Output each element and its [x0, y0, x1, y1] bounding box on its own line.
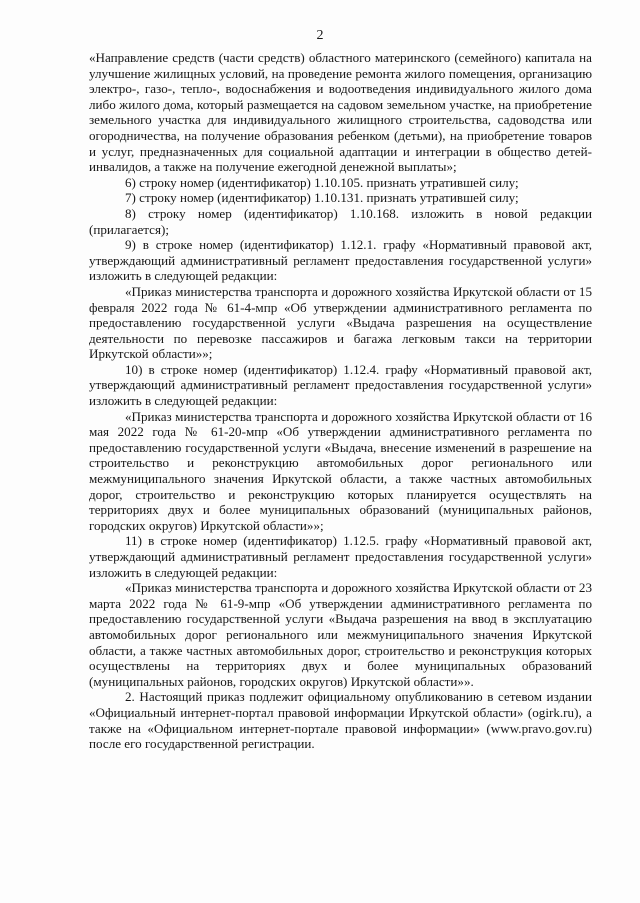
paragraph: «Направление средств (части средств) областного материнского (семейного) капитала на улучшение жилищных условий, на проведение ремонта жилого помещения, организацию электро-, газо-, тепло-, водоснабжения и водоотведения индивидуального жилого дома либо жилого дома, который размещается на садовом земельном участке, на приобретение земельного участка для индивидуального жилищного строительства, садоводства или огородничества, на получение образования ребенком (детьми), на приобретение товаров и услуг, предназначенных для социальной адаптации и интеграции в общество детей-инвалидов, а также на получение ежегодной денежной выплаты»; — [89, 50, 592, 175]
paragraph: 6) строку номер (идентификатор) 1.10.105. признать утратившей силу; — [125, 174, 519, 190]
paragraph: 8) строку номер (идентификатор) 1.10.168. изложить в новой редакции (прилагается); — [89, 205, 592, 237]
paragraph: 10) в строке номер (идентификатор) 1.12.4. графу «Нормативный правовой акт, утверждающий административный регламент предоставления государственной услуги» изложить в следующей редакции: — [89, 361, 592, 409]
paragraph: «Приказ министерства транспорта и дорожного хозяйства Иркутской области от 16 мая 2022 года № 61-20-мпр «Об утверждении административного регламента по предоставлению государственной услуги «Выдача, внесение изменений в разрешение на строительство и реконструкцию автомобильных дорог регионального или межмуниципального значения Иркутской области, а также частных автомобильных дорог, строительство и реконструкцию которых планируется осуществлять на территориях двух и более муниципальных образований (муниципальных районов, городских округов) Иркутской области»»; — [89, 408, 592, 533]
paragraph: «Приказ министерства транспорта и дорожного хозяйства Иркутской области от 15 февраля 2022 года № 61-4-мпр «Об утверждении административного регламента по предоставлению государственной услуги «Выдача разрешения на осуществление деятельности по перевозке пассажиров и багажа легковым такси на территории Иркутской области»»; — [89, 283, 592, 362]
paragraph: 2. Настоящий приказ подлежит официальному опубликованию в сетевом издании «Официальный интернет-портал правовой информации Иркутской области» (ogirk.ru), а также на «Официальном интернет-портале правовой информации» (www.pravo.gov.ru) после его государственной регистрации. — [89, 689, 592, 752]
paragraph: «Приказ министерства транспорта и дорожного хозяйства Иркутской области от 23 марта 2022 года № 61-9-мпр «Об утверждении административного регламента по предоставлению государственной услуги «Выдача разрешения на ввод в эксплуатацию автомобильных дорог регионального или межмуниципального значения Иркутской области, а также частных автомобильных дорог, строительство и реконструкция которых осуществлены на территориях двух и более муниципальных образований (муниципальных районов, городских округов) Иркутской области»». — [89, 580, 592, 689]
page-number: 2 — [316, 28, 324, 43]
document-body — [89, 50, 592, 752]
paragraph: 7) строку номер (идентификатор) 1.10.131. признать утратившей силу; — [125, 190, 519, 206]
paragraph: 9) в строке номер (идентификатор) 1.12.1. графу «Нормативный правовой акт, утверждающий административный регламент предоставления государственной услуги» изложить в следующей редакции: — [89, 237, 592, 284]
paragraph: 11) в строке номер (идентификатор) 1.12.5. графу «Нормативный правовой акт, утверждающий административный регламент предоставления государственной услуги» изложить в следующей редакции: — [89, 533, 592, 580]
